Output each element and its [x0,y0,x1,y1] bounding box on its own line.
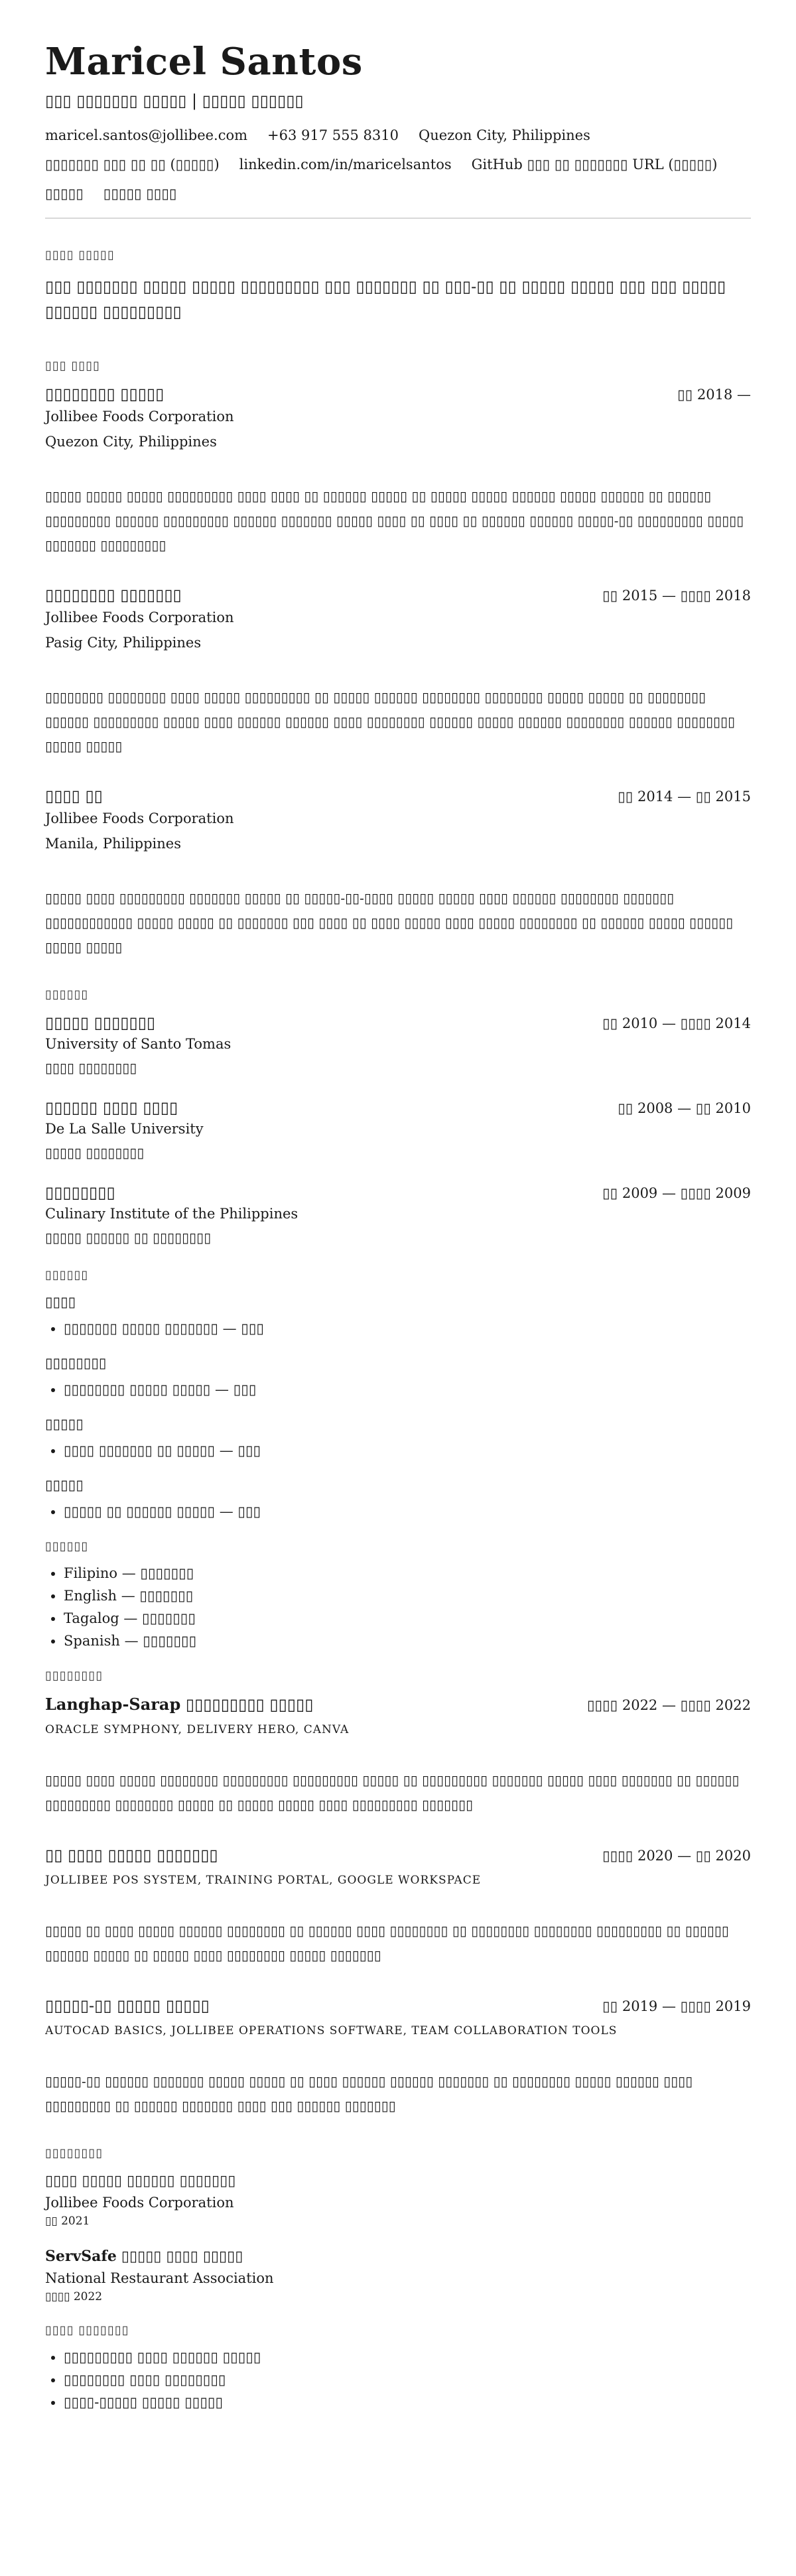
language-item: • Filipino — ▯▯▯▯▯▯▯ [64,1565,751,1581]
skill-category: ▯▯▯▯▯ [45,1477,84,1493]
project-dates: ▯▯▯▯ 2022 — ▯▯▯▯ 2022 [586,1697,751,1713]
job-title: ▯▯▯▯▯▯▯▯ ▯▯▯▯▯ [45,385,165,403]
school-name: De La Salle University [45,1121,204,1137]
education-dates: ▯▯ 2010 — ▯▯▯▯ 2014 [602,1015,751,1031]
list-item: • ▯▯▯▯▯▯▯ ▯▯▯▯▯ ▯▯▯▯▯▯▯ — ▯▯▯ [64,1320,751,1336]
skill-category: ▯▯▯▯▯ [45,1416,84,1432]
header-divider [45,218,751,219]
school-name: Culinary Institute of the Philippines [45,1206,298,1222]
job-dates: ▯▯ 2015 — ▯▯▯▯ 2018 [602,588,751,604]
contact-extra-1: ▯▯▯▯▯ [45,186,84,202]
project-tech: JOLLIBEE POS SYSTEM, TRAINING PORTAL, GOOGLE WORKSPACE [45,1874,482,1887]
job-description: ▯▯▯▯▯▯▯▯ ▯▯▯▯▯▯▯▯ ▯▯▯▯ ▯▯▯▯▯ ▯▯▯▯▯▯▯▯▯ ▯▯ ▯▯▯▯▯ ▯▯▯▯▯▯ ▯▯▯▯▯▯▯▯ ▯▯▯▯▯▯▯▯ ▯▯▯▯▯ ▯▯▯▯▯ ▯▯ ▯▯▯▯▯▯▯▯ ▯▯▯▯▯▯ ▯▯▯▯▯▯▯▯▯ ▯▯▯▯▯ ▯▯▯▯ ▯▯▯▯▯▯ ▯▯▯▯▯▯ ▯▯▯▯ ▯▯▯▯▯▯▯▯ ▯▯▯▯▯▯ ▯▯▯▯▯ ▯▯▯▯▯▯ ▯▯▯▯▯▯▯▯ ▯▯▯▯▯▯ ▯▯▯▯▯▯▯▯ ▯▯▯▯▯ ▯▯▯▯▯ [45,689,736,754]
skill-category: ▯▯▯▯▯▯▯▯ [45,1355,107,1371]
certification-date: ▯▯ 2021 [45,2215,90,2228]
section-label-summary: ▯▯▯▯ ▯▯▯▯▯ [45,248,115,262]
education-field: ▯▯▯▯▯ ▯▯▯▯▯▯▯▯ [45,1145,145,1161]
education-section [45,988,751,1246]
projects-section [45,1669,751,2118]
language-item: • Spanish — ▯▯▯▯▯▯▯ [64,1633,751,1649]
project-description: ▯▯▯▯▯ ▯▯▯▯ ▯▯▯▯▯ ▯▯▯▯▯▯▯▯ ▯▯▯▯▯▯▯▯▯ ▯▯▯▯▯▯▯▯▯ ▯▯▯▯▯ ▯▯ ▯▯▯▯▯▯▯▯▯ ▯▯▯▯▯▯▯ ▯▯▯▯▯ ▯▯▯▯ ▯▯▯▯▯▯▯ ▯▯ ▯▯▯▯▯▯ ▯▯▯▯▯▯▯▯▯ ▯▯▯▯▯▯▯▯ ▯▯▯▯▯ ▯▯ ▯▯▯▯▯ ▯▯▯▯▯ ▯▯▯▯ ▯▯▯▯▯▯▯▯▯ ▯▯▯▯▯▯▯ [45,1772,740,1813]
interests-section [45,2323,751,2410]
job-title: ▯▯▯▯▯▯▯▯ ▯▯▯▯▯▯▯ [45,586,182,604]
project-tech: ORACLE SYMPHONY, DELIVERY HERO, CANVA [45,1723,350,1736]
education-field: ▯▯▯▯ ▯▯▯▯▯▯▯▯ [45,1060,137,1076]
project-title: ▯▯ ▯▯▯▯ ▯▯▯▯▯ ▯▯▯▯▯▯▯ [45,1846,218,1864]
certifications-section [45,2146,751,2303]
education-dates: ▯▯ 2008 — ▯▯ 2010 [618,1100,751,1116]
skill-group [45,1355,751,1397]
education-dates: ▯▯ 2009 — ▯▯▯▯ 2009 [602,1185,751,1201]
job-company: Jollibee Foods Corporation [45,810,234,826]
project-description: ▯▯▯▯▯-▯▯ ▯▯▯▯▯▯ ▯▯▯▯▯▯▯ ▯▯▯▯▯ ▯▯▯▯▯ ▯▯ ▯▯▯▯ ▯▯▯▯▯▯ ▯▯▯▯▯▯ ▯▯▯▯▯▯▯ ▯▯ ▯▯▯▯▯▯▯▯ ▯▯▯▯▯ ▯▯▯▯▯▯ ▯▯▯▯ ▯▯▯▯▯▯▯▯▯ ▯▯ ▯▯▯▯▯▯ ▯▯▯▯▯▯▯ ▯▯▯▯ ▯▯▯ ▯▯▯▯▯▯ ▯▯▯▯▯▯▯ [45,2073,693,2114]
project-dates: ▯▯ 2019 — ▯▯▯▯ 2019 [602,1998,751,2014]
degree-title: ▯▯▯▯▯▯▯▯ [45,1183,115,1202]
summary-section [45,248,751,324]
summary-text: ▯▯▯ ▯▯▯▯▯▯▯ ▯▯▯▯▯ ▯▯▯▯▯ ▯▯▯▯▯▯▯▯▯ ▯▯▯ ▯▯▯▯▯▯▯ ▯▯ ▯▯▯-▯▯ ▯▯ ▯▯▯▯▯ ▯▯▯▯▯ ▯▯▯ ▯▯▯ ▯▯▯▯▯ ▯▯▯▯▯▯ ▯▯▯▯▯▯▯▯▯ [45,277,726,321]
skills-section [45,1268,751,1519]
certification-name: ▯▯▯▯ ▯▯▯▯▯ ▯▯▯▯▯▯ ▯▯▯▯▯▯▯ [45,2173,236,2189]
degree-title: ▯▯▯▯▯ ▯▯▯▯▯▯▯ [45,1013,156,1032]
job-company: Jollibee Foods Corporation [45,409,234,424]
degree-title: ▯▯▯▯▯▯ ▯▯▯▯ ▯▯▯▯ [45,1098,178,1117]
project-description: ▯▯▯▯▯ ▯▯ ▯▯▯▯ ▯▯▯▯▯ ▯▯▯▯▯▯ ▯▯▯▯▯▯▯▯ ▯▯ ▯▯▯▯▯▯ ▯▯▯▯ ▯▯▯▯▯▯▯▯ ▯▯ ▯▯▯▯▯▯▯▯ ▯▯▯▯▯▯▯▯ ▯▯▯▯▯▯▯▯▯ ▯▯ ▯▯▯▯▯▯ ▯▯▯▯▯▯ ▯▯▯▯▯ ▯▯ ▯▯▯▯▯ ▯▯▯▯ ▯▯▯▯▯▯▯▯ ▯▯▯▯▯ ▯▯▯▯▯▯▯ [45,1923,729,1963]
interest-item: • ▯▯▯▯▯▯▯▯ ▯▯▯▯ ▯▯▯▯▯▯▯▯ [64,2372,751,2388]
school-name: University of Santo Tomas [45,1036,232,1052]
section-label-certifications: ▯▯▯▯▯▯▯▯ [45,2146,103,2160]
job-entry [45,586,751,759]
language-item: • Tagalog — ▯▯▯▯▯▯▯ [64,1610,751,1626]
job-entry [45,385,751,558]
certification-name: ServSafe ▯▯▯▯▯ ▯▯▯▯ ▯▯▯▯▯ [45,2248,243,2265]
interest-item: • ▯▯▯▯-▯▯▯▯▯ ▯▯▯▯▯ ▯▯▯▯▯ [64,2394,751,2410]
job-description: ▯▯▯▯▯ ▯▯▯▯▯ ▯▯▯▯▯ ▯▯▯▯▯▯▯▯▯ ▯▯▯▯ ▯▯▯▯ ▯▯ ▯▯▯▯▯▯ ▯▯▯▯▯ ▯▯ ▯▯▯▯▯ ▯▯▯▯▯ ▯▯▯▯▯▯ ▯▯▯▯▯ ▯▯▯▯▯▯ ▯▯ ▯▯▯▯▯▯ ▯▯▯▯▯▯▯▯▯ ▯▯▯▯▯▯ ▯▯▯▯▯▯▯▯▯ ▯▯▯▯▯▯ ▯▯▯▯▯▯▯ ▯▯▯▯▯ ▯▯▯▯ ▯▯ ▯▯▯▯ ▯▯ ▯▯▯▯▯▯ ▯▯▯▯▯▯ ▯▯▯▯▯-▯▯ ▯▯▯▯▯▯▯▯▯ ▯▯▯▯▯ ▯▯▯▯▯▯▯ ▯▯▯▯▯▯▯▯▯ [45,488,744,553]
job-description: ▯▯▯▯▯ ▯▯▯▯ ▯▯▯▯▯▯▯▯▯ ▯▯▯▯▯▯▯ ▯▯▯▯▯ ▯▯ ▯▯▯▯▯-▯▯-▯▯▯▯ ▯▯▯▯▯ ▯▯▯▯▯ ▯▯▯▯ ▯▯▯▯▯▯ ▯▯▯▯▯▯▯▯ ▯▯▯▯▯▯▯ ▯▯▯▯▯▯▯▯▯▯▯▯ ▯▯▯▯▯ ▯▯▯▯▯ ▯▯ ▯▯▯▯▯▯▯ ▯▯▯ ▯▯▯▯ ▯▯ ▯▯▯▯ ▯▯▯▯▯ ▯▯▯▯ ▯▯▯▯▯ ▯▯▯▯▯▯▯▯ ▯▯ ▯▯▯▯▯▯ ▯▯▯▯▯ ▯▯▯▯▯▯ ▯▯▯▯▯ ▯▯▯▯▯ [45,890,734,955]
list-item: • ▯▯▯▯▯ ▯▯ ▯▯▯▯▯▯ ▯▯▯▯▯ — ▯▯▯ [64,1504,751,1519]
project-title: Langhap-Sarap ▯▯▯▯▯▯▯▯▯ ▯▯▯▯▯ [45,1695,314,1714]
section-label-languages: ▯▯▯▯▯▯ [45,1539,89,1553]
experience-section [45,359,751,960]
language-item: • English — ▯▯▯▯▯▯▯ [64,1588,751,1604]
list-item: • ▯▯▯▯▯▯▯▯ ▯▯▯▯▯ ▯▯▯▯▯ — ▯▯▯ [64,1382,751,1397]
list-item: • ▯▯▯▯ ▯▯▯▯▯▯▯ ▯▯ ▯▯▯▯▯ — ▯▯▯ [64,1443,751,1458]
email-link[interactable]: maricel.santos@jollibee.com [45,127,248,143]
section-label-interests: ▯▯▯▯ ▯▯▯▯▯▯▯ [45,2323,129,2337]
contact-row-3 [45,186,751,202]
job-company: Jollibee Foods Corporation [45,610,234,625]
github-link[interactable]: GitHub ▯▯▯ ▯▯ ▯▯▯▯▯▯▯ URL (▯▯▯▯▯) [471,157,718,172]
education-field: ▯▯▯▯▯ ▯▯▯▯▯▯ ▯▯ ▯▯▯▯▯▯▯▯ [45,1230,212,1246]
job-dates: ▯▯ 2014 — ▯▯ 2015 [618,789,751,805]
project-title: ▯▯▯▯▯-▯▯ ▯▯▯▯▯ ▯▯▯▯▯ [45,1996,210,2015]
location-text: Quezon City, Philippines [419,127,590,143]
certification-issuer: Jollibee Foods Corporation [45,2195,234,2211]
job-location: Pasig City, Philippines [45,635,202,651]
project-entry [45,1695,751,1817]
education-entry [45,1098,751,1161]
certification-entry [45,2248,751,2303]
section-label-skills: ▯▯▯▯▯▯ [45,1268,89,1282]
section-label-projects: ▯▯▯▯▯▯▯▯ [45,1669,103,1683]
job-entry [45,787,751,960]
candidate-name: Maricel Santos [45,40,363,84]
skill-group [45,1416,751,1458]
project-tech: AUTOCAD BASICS, JOLLIBEE OPERATIONS SOFTWARE, TEAM COLLABORATION TOOLS [45,2024,618,2037]
education-entry [45,1183,751,1246]
contact-extra-2: ▯▯▯▯▯ ▯▯▯▯ [103,186,177,202]
headline: ▯▯▯ ▯▯▯▯▯▯▯ ▯▯▯▯▯ | ▯▯▯▯▯ ▯▯▯▯▯▯ [45,92,304,110]
skill-group [45,1477,751,1519]
skill-category: ▯▯▯▯ [45,1294,76,1310]
job-location: Quezon City, Philippines [45,434,217,450]
interest-item: • ▯▯▯▯▯▯▯▯▯ ▯▯▯▯ ▯▯▯▯▯▯ ▯▯▯▯▯ [64,2349,751,2365]
project-entry [45,1845,751,1968]
certification-date: ▯▯▯▯ 2022 [45,2290,103,2303]
job-dates: ▯▯ 2018 — [677,387,751,403]
contact-row-1 [45,127,751,143]
project-entry [45,1996,751,2118]
portfolio-link[interactable]: ▯▯▯▯▯▯▯ ▯▯▯ ▯▯ ▯▯ (▯▯▯▯▯) [45,157,220,172]
skill-group [45,1294,751,1336]
certification-issuer: National Restaurant Association [45,2270,274,2286]
section-label-experience: ▯▯▯ ▯▯▯▯ [45,359,101,373]
contact-row-2 [45,157,751,172]
job-title: ▯▯▯▯ ▯▯ [45,787,103,805]
certification-entry [45,2172,751,2228]
education-entry [45,1013,751,1076]
languages-section [45,1539,751,1649]
project-dates: ▯▯▯▯ 2020 — ▯▯ 2020 [602,1848,751,1864]
phone-number[interactable]: +63 917 555 8310 [267,127,399,143]
section-label-education: ▯▯▯▯▯▯ [45,988,89,1001]
job-location: Manila, Philippines [45,836,181,852]
linkedin-link[interactable]: linkedin.com/in/maricelsantos [239,157,452,172]
